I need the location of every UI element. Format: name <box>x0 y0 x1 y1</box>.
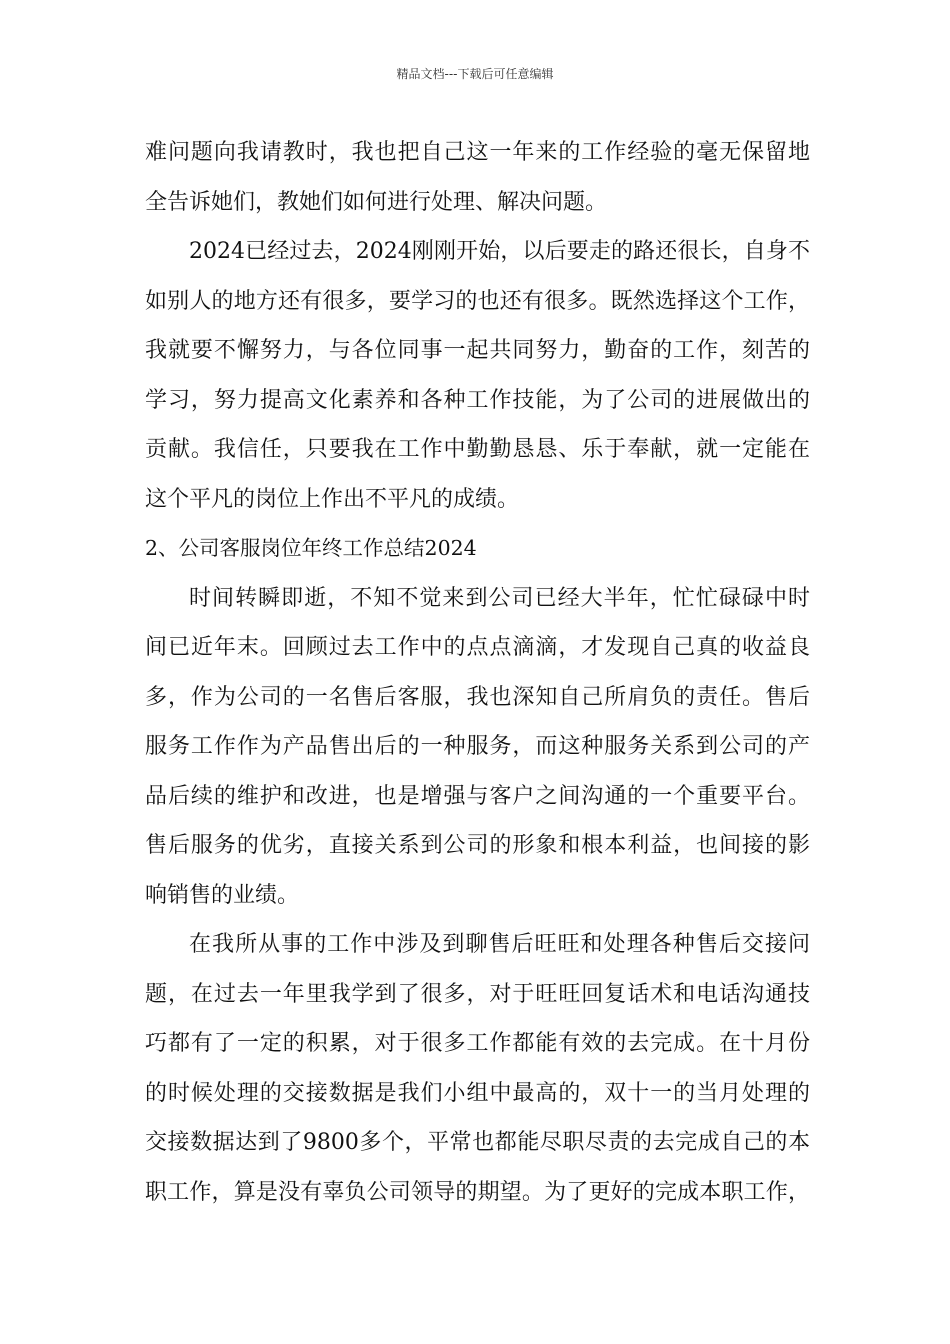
text-line: 服务工作作为产品售出后的一种服务，而这种服务关系到公司的产 <box>145 734 810 759</box>
text-line: 间已近年末。回顾过去工作中的点点滴滴，才发现自己真的收益良 <box>145 635 810 660</box>
text-line: 交接数据达到了9800多个，平常也都能尽职尽责的去完成自己的本 <box>145 1130 810 1155</box>
page-header: 精品文档---下载后可任意编辑 <box>396 67 554 81</box>
text-line: 时间转瞬即逝，不知不觉来到公司已经大半年，忙忙碌碌中时 <box>189 585 810 611</box>
text-line: 的时候处理的交接数据是我们小组中最高的，双十一的当月处理的 <box>145 1080 810 1106</box>
text-line: 题，在过去一年里我学到了很多，对于旺旺回复话术和电话沟通技 <box>145 981 810 1007</box>
text-line: 品后续的维护和改进，也是增强与客户之间沟通的一个重要平台。 <box>145 783 810 809</box>
text-line: 贡献。我信任，只要我在工作中勤勤恳恳、乐于奉献，就一定能在 <box>145 437 810 462</box>
text-line: 2024已经过去，2024刚刚开始，以后要走的路还很长，自身不 <box>189 239 810 264</box>
text-line: 学习，努力提高文化素养和各种工作技能，为了公司的进展做出的 <box>145 387 810 413</box>
text-line: 职工作，算是没有辜负公司领导的期望。为了更好的完成本职工作， <box>145 1179 810 1205</box>
text-line: 响销售的业绩。 <box>145 882 300 908</box>
text-line: 巧都有了一定的积累，对于很多工作都能有效的去完成。在十月份 <box>145 1031 810 1056</box>
text-line: 如别人的地方还有很多，要学习的也还有很多。既然选择这个工作， <box>145 288 810 314</box>
text-line: 售后服务的优劣，直接关系到公司的形象和根本利益，也间接的影 <box>145 833 810 858</box>
section-heading: 2、公司客服岗位年终工作总结2024 <box>145 536 477 560</box>
text-line: 全告诉她们，教她们如何进行处理、解决问题。 <box>145 189 608 215</box>
text-line: 我就要不懈努力，与各位同事一起共同努力，勤奋的工作，刻苦的 <box>145 338 810 363</box>
text-line: 在我所从事的工作中涉及到聊售后旺旺和处理各种售后交接问 <box>189 932 810 957</box>
document-body <box>145 128 810 1217</box>
text-line: 多，作为公司的一名售后客服，我也深知自己所肩负的责任。售后 <box>145 684 810 710</box>
text-line: 难问题向我请教时，我也把自己这一年来的工作经验的毫无保留地 <box>145 140 810 165</box>
text-line: 这个平凡的岗位上作出不平凡的成绩。 <box>145 486 520 512</box>
